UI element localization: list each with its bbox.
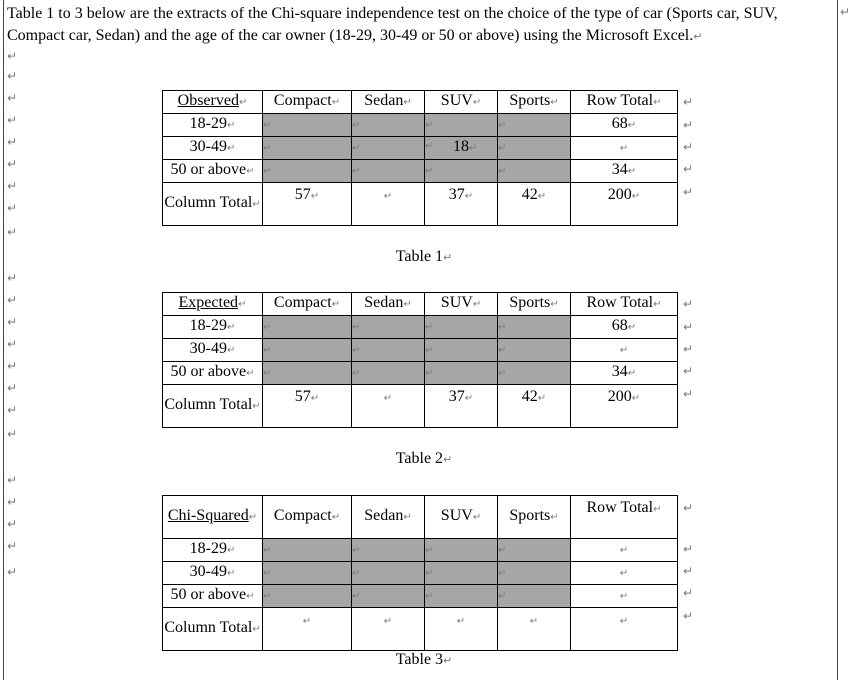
paragraph-mark: ↵ bbox=[7, 271, 18, 285]
header-sports: Sports↵ bbox=[498, 91, 571, 114]
corner-cell: Chi-Squared↵ bbox=[163, 496, 263, 539]
total-sedan: ↵ bbox=[352, 608, 425, 651]
table-header-row bbox=[163, 91, 678, 114]
row-label: 18-29↵ bbox=[163, 114, 263, 137]
row-total-cell: 34↵ bbox=[571, 362, 678, 385]
shaded-cell: ↵ bbox=[352, 137, 425, 160]
total-sedan: ↵ bbox=[352, 183, 425, 226]
chi-squared-table bbox=[162, 495, 678, 651]
row-end-mark: ↵ bbox=[683, 501, 694, 515]
shaded-cell: ↵ bbox=[498, 114, 571, 137]
row-total-cell: ↵ bbox=[571, 562, 678, 585]
table-row bbox=[163, 114, 678, 137]
shaded-cell: ↵ bbox=[498, 316, 571, 339]
paragraph-mark: ↵ bbox=[7, 539, 18, 553]
table-row bbox=[163, 137, 678, 160]
row-label: 50 or above↵ bbox=[163, 362, 263, 385]
paragraph-mark: ↵ bbox=[7, 225, 18, 239]
row-label: Column Total↵ bbox=[163, 385, 263, 428]
total-sedan: ↵ bbox=[352, 385, 425, 428]
header-sedan: Sedan↵ bbox=[352, 496, 425, 539]
shaded-cell: ↵ bbox=[498, 339, 571, 362]
total-suv: 37↵ bbox=[425, 183, 498, 226]
paragraph-mark: ↵ bbox=[7, 473, 18, 487]
paragraph-mark: ↵ bbox=[840, 5, 850, 19]
row-end-mark: ↵ bbox=[683, 387, 694, 401]
shaded-cell: ↵ bbox=[425, 585, 498, 608]
shaded-cell: ↵ bbox=[425, 539, 498, 562]
corner-cell: Observed↵ bbox=[163, 91, 263, 114]
shaded-cell: ↵ bbox=[352, 339, 425, 362]
header-sports: Sports↵ bbox=[498, 293, 571, 316]
header-row-total: Row Total↵ bbox=[571, 293, 678, 316]
shaded-cell: ↵ bbox=[263, 339, 352, 362]
shaded-cell: ↵ bbox=[263, 137, 352, 160]
intro-text: Table 1 to 3 below are the extracts of the Chi-square independence test on the choice of the type of car (Sports car, SUV, Compact car, Sedan) and the age of the car owner (18-29, 30-49 or 50 or above) using the Microsoft Excel. bbox=[7, 5, 778, 44]
table-row bbox=[163, 316, 678, 339]
row-end-mark: ↵ bbox=[683, 342, 694, 356]
row-label: 50 or above↵ bbox=[163, 160, 263, 183]
paragraph-mark: ↵ bbox=[7, 69, 18, 83]
paragraph-mark: ↵ bbox=[7, 113, 18, 127]
grand-total: ↵ bbox=[571, 608, 678, 651]
shaded-cell: ↵ bbox=[425, 160, 498, 183]
total-compact: 57↵ bbox=[263, 385, 352, 428]
row-end-mark: ↵ bbox=[683, 364, 694, 378]
shaded-cell: ↵ bbox=[425, 339, 498, 362]
header-compact: Compact↵ bbox=[263, 496, 352, 539]
row-end-mark: ↵ bbox=[683, 609, 694, 623]
shaded-cell: ↵ bbox=[263, 585, 352, 608]
header-sedan: Sedan↵ bbox=[352, 91, 425, 114]
paragraph-mark: ↵ bbox=[7, 565, 18, 579]
expected-table bbox=[162, 292, 678, 428]
header-suv: SUV↵ bbox=[425, 496, 498, 539]
table-row bbox=[163, 585, 678, 608]
row-label: 18-29↵ bbox=[163, 316, 263, 339]
shaded-cell: ↵ bbox=[352, 160, 425, 183]
shaded-cell: ↵ bbox=[425, 316, 498, 339]
paragraph-mark: ↵ bbox=[7, 201, 18, 215]
paragraph-mark: ↵ bbox=[7, 91, 18, 105]
paragraph-mark: ↵ bbox=[693, 30, 703, 43]
paragraph-mark: ↵ bbox=[7, 337, 18, 351]
table-header-row bbox=[163, 293, 678, 316]
paragraph-mark: ↵ bbox=[7, 381, 18, 395]
corner-cell: Expected↵ bbox=[163, 293, 263, 316]
shaded-cell: ↵ bbox=[352, 316, 425, 339]
table-row bbox=[163, 562, 678, 585]
shaded-cell: ↵ bbox=[263, 160, 352, 183]
total-sports: 42↵ bbox=[498, 385, 571, 428]
shaded-cell: ↵ bbox=[263, 316, 352, 339]
table-row bbox=[163, 539, 678, 562]
row-total-cell: ↵ bbox=[571, 137, 678, 160]
header-compact: Compact↵ bbox=[263, 91, 352, 114]
row-end-mark: ↵ bbox=[683, 118, 694, 132]
shaded-cell: ↵ bbox=[352, 562, 425, 585]
row-end-mark: ↵ bbox=[683, 542, 694, 556]
table-row bbox=[163, 362, 678, 385]
paragraph-mark: ↵ bbox=[7, 135, 18, 149]
intro-paragraph bbox=[7, 3, 822, 48]
paragraph-mark: ↵ bbox=[7, 495, 18, 509]
header-suv: SUV↵ bbox=[425, 293, 498, 316]
paragraph-mark: ↵ bbox=[7, 427, 18, 441]
row-label: Column Total↵ bbox=[163, 183, 263, 226]
total-compact: ↵ bbox=[263, 608, 352, 651]
shaded-cell: ↵ bbox=[498, 562, 571, 585]
shaded-cell: ↵ bbox=[425, 362, 498, 385]
shaded-cell: ↵ bbox=[498, 362, 571, 385]
row-total-cell: ↵ bbox=[571, 339, 678, 362]
row-end-mark: ↵ bbox=[683, 185, 694, 199]
row-total-cell: 34↵ bbox=[571, 160, 678, 183]
table-caption: Table 3↵ bbox=[395, 651, 453, 668]
row-label: 50 or above↵ bbox=[163, 585, 263, 608]
paragraph-mark: ↵ bbox=[7, 403, 18, 417]
paragraph-mark: ↵ bbox=[7, 517, 18, 531]
row-end-mark: ↵ bbox=[683, 162, 694, 176]
row-label: 30-49↵ bbox=[163, 562, 263, 585]
paragraph-mark: ↵ bbox=[7, 315, 18, 329]
paragraph-mark: ↵ bbox=[7, 157, 18, 171]
header-row-total: Row Total↵ bbox=[571, 496, 678, 539]
paragraph-mark: ↵ bbox=[7, 179, 18, 193]
total-sports: ↵ bbox=[498, 608, 571, 651]
row-total-cell: ↵ bbox=[571, 539, 678, 562]
header-sedan: Sedan↵ bbox=[352, 293, 425, 316]
total-suv: 37↵ bbox=[425, 385, 498, 428]
total-suv: ↵ bbox=[425, 608, 498, 651]
shaded-cell: ↵ bbox=[352, 539, 425, 562]
shaded-cell: ↵ bbox=[498, 137, 571, 160]
total-sports: 42↵ bbox=[498, 183, 571, 226]
shaded-cell: ↵ bbox=[425, 114, 498, 137]
shaded-cell: ↵ bbox=[498, 539, 571, 562]
row-end-mark: ↵ bbox=[683, 95, 694, 109]
table-row bbox=[163, 160, 678, 183]
paragraph-mark: ↵ bbox=[7, 49, 18, 63]
grand-total: 200↵ bbox=[571, 385, 678, 428]
shaded-cell: ↵ bbox=[352, 585, 425, 608]
column-total-row bbox=[163, 385, 678, 428]
column-total-row bbox=[163, 608, 678, 651]
shaded-cell: ↵ bbox=[352, 114, 425, 137]
row-end-mark: ↵ bbox=[683, 140, 694, 154]
header-row-total: Row Total↵ bbox=[571, 91, 678, 114]
row-label: Column Total↵ bbox=[163, 608, 263, 651]
row-end-mark: ↵ bbox=[683, 297, 694, 311]
paragraph-mark: ↵ bbox=[7, 293, 18, 307]
shaded-cell: ↵ bbox=[263, 539, 352, 562]
paragraph-mark: ↵ bbox=[7, 359, 18, 373]
total-compact: 57↵ bbox=[263, 183, 352, 226]
table-header-row bbox=[163, 496, 678, 539]
header-suv: SUV↵ bbox=[425, 91, 498, 114]
row-total-cell: 68↵ bbox=[571, 114, 678, 137]
row-total-cell: ↵ bbox=[571, 585, 678, 608]
table-caption: Table 1↵ bbox=[395, 248, 453, 265]
row-label: 30-49↵ bbox=[163, 339, 263, 362]
shaded-cell: ↵ bbox=[425, 562, 498, 585]
row-label: 30-49↵ bbox=[163, 137, 263, 160]
table-caption: Table 2↵ bbox=[395, 450, 453, 467]
column-total-row bbox=[163, 183, 678, 226]
observed-table bbox=[162, 90, 678, 226]
shaded-cell: ↵ 18↵ bbox=[425, 137, 498, 160]
shaded-cell: ↵ bbox=[263, 114, 352, 137]
shaded-cell: ↵ bbox=[352, 362, 425, 385]
row-total-cell: 68↵ bbox=[571, 316, 678, 339]
row-end-mark: ↵ bbox=[683, 586, 694, 600]
shaded-cell: ↵ bbox=[263, 562, 352, 585]
header-sports: Sports↵ bbox=[498, 496, 571, 539]
row-end-mark: ↵ bbox=[683, 320, 694, 334]
shaded-cell: ↵ bbox=[498, 160, 571, 183]
header-compact: Compact↵ bbox=[263, 293, 352, 316]
row-label: 18-29↵ bbox=[163, 539, 263, 562]
shaded-cell: ↵ bbox=[498, 585, 571, 608]
row-end-mark: ↵ bbox=[683, 564, 694, 578]
grand-total: 200↵ bbox=[571, 183, 678, 226]
table-row bbox=[163, 339, 678, 362]
shaded-cell: ↵ bbox=[263, 362, 352, 385]
